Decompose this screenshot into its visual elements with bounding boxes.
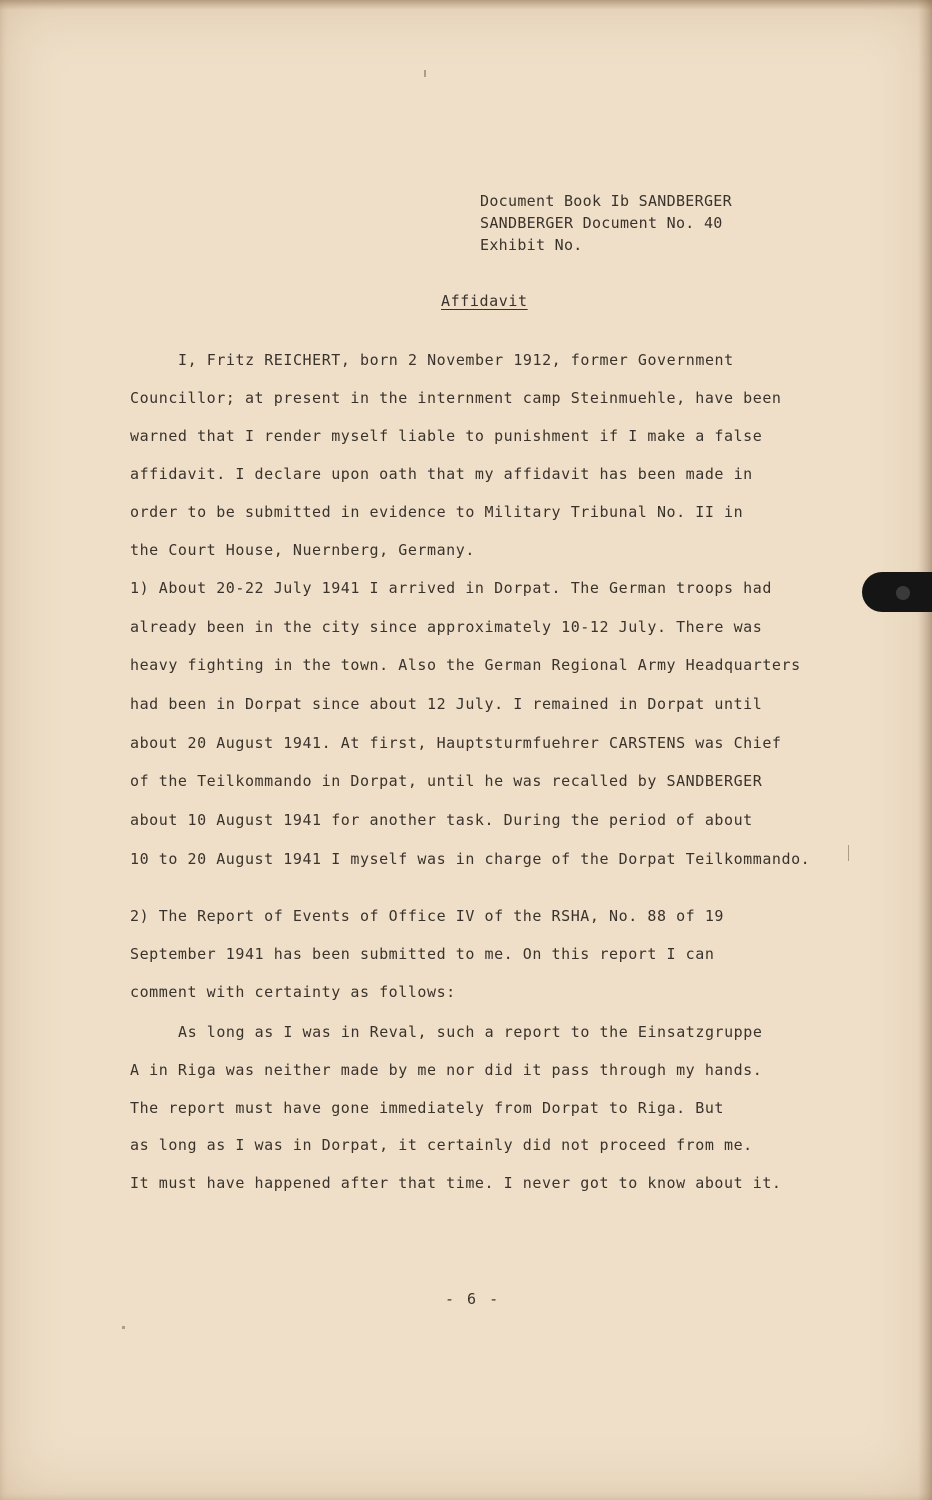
paper-speck <box>122 1326 125 1329</box>
body-line: Councillor; at present in the internment camp Steinmuehle, have been <box>130 389 782 407</box>
paper-speck <box>848 845 849 861</box>
document-header <box>480 190 732 256</box>
header-exhibit-number: Exhibit No. <box>480 236 583 254</box>
body-line: the Court House, Nuernberg, Germany. <box>130 541 475 559</box>
paper-top-edge <box>0 0 932 10</box>
body-line: It must have happened after that time. I never got to know about it. <box>130 1174 782 1192</box>
header-document-book: Document Book Ib SANDBERGER <box>480 192 732 210</box>
paper-speck <box>424 70 426 77</box>
document-title: Affidavit <box>441 292 528 310</box>
body-line: 10 to 20 August 1941 I myself was in charge of the Dorpat Teilkommando. <box>130 850 811 868</box>
body-line: I, Fritz REICHERT, born 2 November 1912, former Government <box>178 351 734 369</box>
body-line: about 20 August 1941. At first, Hauptsturmfuehrer CARSTENS was Chief <box>130 734 782 752</box>
body-line: comment with certainty as follows: <box>130 983 456 1001</box>
body-line: 1) About 20-22 July 1941 I arrived in Dorpat. The German troops had <box>130 579 772 597</box>
body-line: had been in Dorpat since about 12 July. I remained in Dorpat until <box>130 695 763 713</box>
body-line: The report must have gone immediately from Dorpat to Riga. But <box>130 1099 725 1117</box>
paper-right-edge <box>918 0 932 1500</box>
binder-clip-hole <box>862 572 932 612</box>
body-line: affidavit. I declare upon oath that my affidavit has been made in <box>130 465 753 483</box>
body-line: September 1941 has been submitted to me. On this report I can <box>130 945 715 963</box>
page-number: - 6 - <box>445 1290 501 1308</box>
body-line: A in Riga was neither made by me nor did it pass through my hands. <box>130 1061 763 1079</box>
body-line: as long as I was in Dorpat, it certainly did not proceed from me. <box>130 1136 753 1154</box>
body-line: about 10 August 1941 for another task. During the period of about <box>130 811 753 829</box>
body-line: warned that I render myself liable to punishment if I make a false <box>130 427 763 445</box>
body-line: of the Teilkommando in Dorpat, until he was recalled by SANDBERGER <box>130 772 763 790</box>
body-line: already been in the city since approximately 10-12 July. There was <box>130 618 763 636</box>
body-line: heavy fighting in the town. Also the German Regional Army Headquarters <box>130 656 801 674</box>
header-document-number: SANDBERGER Document No. 40 <box>480 214 723 232</box>
body-line: 2) The Report of Events of Office IV of the RSHA, No. 88 of 19 <box>130 907 725 925</box>
body-line: As long as I was in Reval, such a report to the Einsatzgruppe <box>178 1023 763 1041</box>
body-line: order to be submitted in evidence to Military Tribunal No. II in <box>130 503 744 521</box>
